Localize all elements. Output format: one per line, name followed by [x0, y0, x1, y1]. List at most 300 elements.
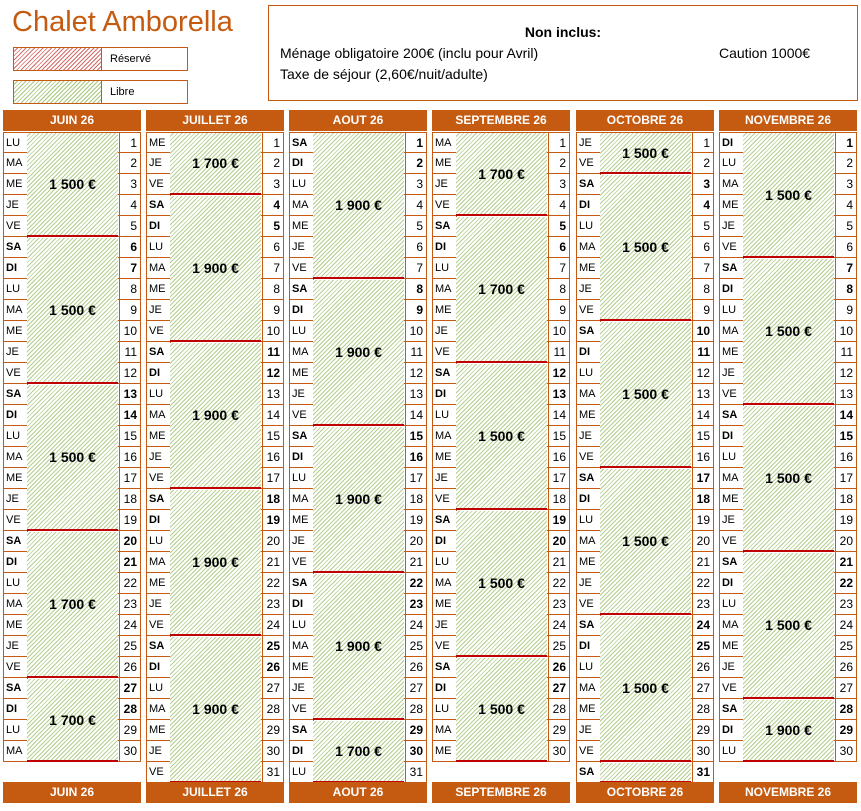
day-name: LU	[579, 514, 594, 526]
day-number: 19	[123, 513, 137, 527]
day-number: 18	[409, 492, 423, 506]
day-name: ME	[149, 137, 166, 149]
day-number: 1	[273, 136, 280, 150]
period-price: 1 500 €	[622, 386, 669, 402]
libre-period	[313, 427, 404, 573]
libre-period	[313, 280, 404, 426]
day-number: 2	[130, 156, 137, 170]
day-name: DI	[292, 304, 303, 316]
libre-period	[313, 574, 404, 720]
libre-period	[600, 133, 691, 174]
day-name: MA	[579, 388, 596, 400]
day-number: 6	[559, 240, 566, 254]
day-name: JE	[292, 388, 305, 400]
day-number: 6	[416, 240, 423, 254]
day-name: VE	[579, 451, 594, 463]
day-name: VE	[292, 262, 307, 274]
day-name: SA	[292, 283, 308, 295]
libre-period	[743, 700, 834, 762]
month-footer: NOVEMBRE 26	[719, 782, 857, 803]
day-number: 11	[267, 345, 280, 359]
day-name: ME	[6, 178, 23, 190]
day-number: 1	[703, 136, 710, 150]
day-name: DI	[722, 137, 733, 149]
libre-period	[456, 133, 547, 216]
day-number: 19	[552, 513, 566, 527]
libre-period	[27, 679, 118, 762]
day-name: SA	[435, 514, 451, 526]
day-name: LU	[149, 682, 164, 694]
day-number: 31	[266, 765, 280, 779]
day-number: 28	[266, 702, 280, 716]
day-number: 8	[846, 282, 853, 296]
day-number: 6	[846, 240, 853, 254]
day-number: 30	[839, 744, 853, 758]
day-number: 22	[696, 576, 710, 590]
period-price: 1 500 €	[765, 470, 812, 486]
month-header: SEPTEMBRE 26	[432, 110, 570, 131]
period-price: 1 900 €	[192, 554, 239, 570]
day-number: 19	[409, 513, 423, 527]
day-number: 4	[273, 198, 280, 212]
day-name: MA	[6, 451, 23, 463]
day-number: 27	[123, 681, 137, 695]
day-name: VE	[435, 199, 450, 211]
day-number: 22	[123, 576, 137, 590]
day-name: ME	[579, 556, 596, 568]
day-number: 15	[409, 429, 423, 443]
day-name: SA	[435, 367, 451, 379]
libre-period	[743, 553, 834, 699]
legend-reserve	[13, 47, 188, 71]
day-number: 19	[696, 513, 710, 527]
day-name: DI	[292, 451, 303, 463]
day-number: 23	[409, 597, 423, 611]
day-name: ME	[149, 577, 166, 589]
day-number: 7	[703, 261, 710, 275]
day-number: 12	[839, 366, 853, 380]
day-number: 26	[409, 660, 423, 674]
libre-period	[456, 364, 547, 510]
month-column	[432, 110, 570, 799]
day-number: 18	[839, 492, 853, 506]
day-number: 21	[266, 555, 280, 569]
day-name: SA	[149, 346, 165, 358]
day-name: SA	[292, 430, 308, 442]
day-name: LU	[435, 262, 450, 274]
libre-period	[170, 343, 261, 489]
libre-period	[743, 406, 834, 552]
month-column	[146, 110, 284, 799]
day-name: JE	[722, 367, 735, 379]
day-number: 1	[559, 136, 566, 150]
day-name: DI	[435, 682, 446, 694]
libre-period	[456, 217, 547, 363]
day-name: ME	[149, 430, 166, 442]
day-name: MA	[579, 241, 596, 253]
day-number: 10	[409, 324, 423, 338]
day-number: 30	[696, 744, 710, 758]
day-number: 3	[130, 177, 137, 191]
day-name: VE	[6, 367, 21, 379]
day-number: 31	[696, 765, 710, 779]
day-name: ME	[292, 220, 309, 232]
day-number: 4	[846, 198, 853, 212]
day-number: 10	[266, 324, 280, 338]
libre-period	[170, 637, 261, 783]
day-name: ME	[579, 262, 596, 274]
period-price: 1 900 €	[192, 260, 239, 276]
period-price: 1 500 €	[49, 176, 96, 192]
day-name: VE	[149, 619, 164, 631]
period-price: 1 700 €	[478, 281, 525, 297]
day-number: 21	[696, 555, 710, 569]
day-name: DI	[292, 598, 303, 610]
day-name: ME	[149, 283, 166, 295]
day-number: 18	[266, 492, 280, 506]
day-name: DI	[579, 493, 590, 505]
day-number: 17	[409, 471, 423, 485]
day-number: 1	[846, 136, 853, 150]
day-number: 27	[839, 681, 853, 695]
day-number: 17	[696, 471, 710, 485]
day-name: SA	[722, 262, 738, 274]
day-number: 19	[839, 513, 853, 527]
day-number: 7	[846, 261, 853, 275]
day-name: DI	[722, 283, 733, 295]
day-number: 7	[273, 261, 280, 275]
day-name: VE	[149, 325, 164, 337]
day-number: 18	[696, 492, 710, 506]
day-name: MA	[722, 619, 739, 631]
info-taxe: Taxe de séjour (2,60€/nuit/adulte)	[280, 66, 488, 82]
day-number: 14	[266, 408, 280, 422]
month-header: JUIN 26	[3, 110, 141, 131]
day-number: 2	[846, 156, 853, 170]
day-name: JE	[579, 430, 592, 442]
day-name: DI	[149, 367, 160, 379]
day-name: ME	[579, 703, 596, 715]
day-name: SA	[579, 766, 595, 778]
day-number: 14	[123, 408, 137, 422]
day-name: LU	[722, 304, 737, 316]
day-name: JE	[435, 472, 448, 484]
period-price: 1 500 €	[49, 449, 96, 465]
day-name: JE	[722, 514, 735, 526]
day-number: 2	[416, 156, 423, 170]
day-number: 7	[416, 261, 423, 275]
day-number: 8	[416, 282, 423, 296]
day-number: 16	[266, 450, 280, 464]
day-name: MA	[6, 598, 23, 610]
day-number: 26	[266, 660, 280, 674]
day-name: ME	[722, 199, 739, 211]
day-number: 4	[703, 198, 710, 212]
day-number: 15	[696, 429, 710, 443]
day-name: SA	[6, 682, 22, 694]
day-number: 14	[409, 408, 423, 422]
day-number: 24	[123, 618, 137, 632]
day-number: 14	[552, 408, 566, 422]
day-number: 17	[839, 471, 853, 485]
period-price: 1 900 €	[192, 701, 239, 717]
day-name: SA	[6, 535, 22, 547]
day-name: JE	[435, 619, 448, 631]
day-number: 26	[696, 660, 710, 674]
day-number: 29	[266, 723, 280, 737]
day-number: 8	[703, 282, 710, 296]
day-name: LU	[149, 535, 164, 547]
day-name: ME	[435, 157, 452, 169]
month-column	[3, 110, 141, 799]
day-name: LU	[579, 661, 594, 673]
month-footer: JUIN 26	[3, 782, 141, 803]
day-number: 9	[416, 303, 423, 317]
day-number: 8	[273, 282, 280, 296]
day-name: ME	[6, 619, 23, 631]
day-number: 17	[266, 471, 280, 485]
day-number: 11	[410, 345, 423, 359]
day-number: 25	[552, 639, 566, 653]
day-number: 12	[696, 366, 710, 380]
day-number: 23	[266, 597, 280, 611]
day-number: 5	[846, 219, 853, 233]
month-header: AOUT 26	[289, 110, 427, 131]
day-name: JE	[579, 724, 592, 736]
period-price: 1 900 €	[335, 344, 382, 360]
day-number: 13	[123, 387, 137, 401]
day-number: 4	[559, 198, 566, 212]
day-name: DI	[579, 640, 590, 652]
month-footer: SEPTEMBRE 26	[432, 782, 570, 803]
day-number: 20	[266, 534, 280, 548]
day-name: JE	[292, 682, 305, 694]
day-name: VE	[435, 640, 450, 652]
day-number: 5	[130, 219, 137, 233]
day-number: 11	[553, 345, 566, 359]
info-title: Non inclus:	[524, 24, 602, 40]
day-name: LU	[722, 745, 737, 757]
day-name: MA	[579, 682, 596, 694]
day-number: 22	[409, 576, 423, 590]
day-name: JE	[722, 220, 735, 232]
day-number: 24	[552, 618, 566, 632]
period-price: 1 700 €	[49, 596, 96, 612]
day-name: VE	[6, 220, 21, 232]
day-number: 24	[409, 618, 423, 632]
day-name: DI	[722, 724, 733, 736]
day-number: 3	[273, 177, 280, 191]
day-name: DI	[579, 346, 590, 358]
libre-period	[170, 490, 261, 636]
day-name: LU	[6, 724, 21, 736]
day-number: 24	[696, 618, 710, 632]
day-number: 13	[266, 387, 280, 401]
day-name: LU	[6, 430, 21, 442]
day-number: 11	[697, 345, 710, 359]
day-name: ME	[292, 514, 309, 526]
month-footer: JUILLET 26	[146, 782, 284, 803]
day-name: MA	[435, 724, 452, 736]
day-number: 15	[123, 429, 137, 443]
day-name: DI	[722, 430, 733, 442]
period-price: 1 900 €	[335, 491, 382, 507]
month-header: OCTOBRE 26	[576, 110, 714, 131]
day-name: LU	[722, 157, 737, 169]
day-name: LU	[292, 766, 307, 778]
day-number: 28	[696, 702, 710, 716]
day-name: VE	[6, 514, 21, 526]
day-name: DI	[435, 241, 446, 253]
day-name: DI	[6, 556, 17, 568]
day-name: JE	[149, 451, 162, 463]
day-name: ME	[722, 493, 739, 505]
day-name: DI	[292, 745, 303, 757]
day-name: MA	[722, 178, 739, 190]
period-price: 1 900 €	[335, 638, 382, 654]
day-name: JE	[579, 137, 592, 149]
day-number: 28	[839, 702, 853, 716]
day-name: MA	[435, 577, 452, 589]
day-name: SA	[722, 556, 738, 568]
day-name: VE	[149, 178, 164, 190]
day-number: 27	[266, 681, 280, 695]
day-name: MA	[149, 262, 166, 274]
day-number: 3	[559, 177, 566, 191]
day-number: 4	[416, 198, 423, 212]
day-name: JE	[435, 325, 448, 337]
day-name: DI	[149, 220, 160, 232]
libre-period	[456, 658, 547, 762]
day-number: 9	[130, 303, 137, 317]
day-number: 16	[839, 450, 853, 464]
day-number: 8	[559, 282, 566, 296]
day-number: 13	[409, 387, 423, 401]
day-name: SA	[579, 472, 595, 484]
period-price: 1 500 €	[622, 239, 669, 255]
day-number: 25	[123, 639, 137, 653]
day-number: 30	[552, 744, 566, 758]
day-number: 20	[696, 534, 710, 548]
day-name: VE	[579, 304, 594, 316]
period-price: 1 700 €	[49, 711, 96, 728]
day-name: MA	[292, 640, 309, 652]
day-number: 19	[266, 513, 280, 527]
day-number: 26	[123, 660, 137, 674]
day-name: JE	[292, 241, 305, 253]
period-price: 1 700 €	[192, 155, 239, 171]
day-name: VE	[579, 745, 594, 757]
period-price: 1 700 €	[335, 743, 382, 759]
month-column	[289, 110, 427, 799]
day-name: MA	[6, 745, 23, 757]
day-number: 9	[273, 303, 280, 317]
day-number: 3	[846, 177, 853, 191]
day-name: SA	[6, 388, 22, 400]
day-number: 12	[552, 366, 566, 380]
month-header: NOVEMBRE 26	[719, 110, 857, 131]
day-name: MA	[579, 535, 596, 547]
day-number: 25	[266, 639, 280, 653]
reserve-swatch	[14, 48, 102, 70]
day-number: 31	[409, 765, 423, 779]
period-price: 1 900 €	[765, 722, 812, 738]
day-number: 6	[273, 240, 280, 254]
day-name: DI	[579, 199, 590, 211]
legend-libre-label: Libre	[110, 86, 135, 98]
day-number: 27	[696, 681, 710, 695]
month-footer: AOUT 26	[289, 782, 427, 803]
day-name: LU	[292, 619, 307, 631]
day-name: SA	[292, 577, 308, 589]
period-price: 1 500 €	[622, 680, 669, 696]
day-name: JE	[722, 661, 735, 673]
day-number: 5	[273, 219, 280, 233]
day-name: ME	[435, 304, 452, 316]
info-caution: Caution 1000€	[719, 45, 811, 61]
info-box	[268, 5, 858, 101]
day-number: 11	[840, 345, 853, 359]
day-number: 22	[552, 576, 566, 590]
day-name: JE	[6, 199, 19, 211]
day-number: 28	[409, 702, 423, 716]
day-name: DI	[435, 388, 446, 400]
day-number: 30	[266, 744, 280, 758]
month-header: JUILLET 26	[146, 110, 284, 131]
day-name: VE	[722, 388, 737, 400]
day-name: LU	[722, 451, 737, 463]
day-name: MA	[292, 346, 309, 358]
day-name: VE	[722, 241, 737, 253]
day-name: LU	[722, 598, 737, 610]
day-name: SA	[149, 199, 165, 211]
day-number: 10	[696, 324, 710, 338]
day-name: VE	[579, 598, 594, 610]
day-name: SA	[149, 493, 165, 505]
day-number: 9	[703, 303, 710, 317]
day-number: 3	[703, 177, 710, 191]
day-name: VE	[722, 682, 737, 694]
day-name: LU	[579, 220, 594, 232]
day-number: 16	[696, 450, 710, 464]
libre-period	[743, 133, 834, 258]
page-title: Chalet Amborella	[12, 6, 233, 38]
day-name: JE	[579, 577, 592, 589]
day-name: SA	[435, 220, 451, 232]
legend-libre	[13, 80, 188, 104]
day-name: SA	[579, 178, 595, 190]
day-number: 22	[266, 576, 280, 590]
day-name: LU	[435, 556, 450, 568]
period-price: 1 500 €	[478, 428, 525, 444]
day-name: SA	[292, 724, 308, 736]
libre-period	[600, 469, 691, 615]
day-number: 1	[416, 136, 423, 150]
day-number: 5	[559, 219, 566, 233]
day-number: 23	[552, 597, 566, 611]
day-number: 11	[124, 345, 137, 359]
libre-period	[27, 385, 118, 531]
day-number: 5	[416, 219, 423, 233]
day-number: 13	[839, 387, 853, 401]
day-name: DI	[149, 661, 160, 673]
day-number: 12	[123, 366, 137, 380]
day-name: SA	[435, 661, 451, 673]
day-number: 1	[130, 136, 137, 150]
day-name: SA	[6, 241, 22, 253]
day-name: SA	[149, 640, 165, 652]
day-number: 16	[123, 450, 137, 464]
